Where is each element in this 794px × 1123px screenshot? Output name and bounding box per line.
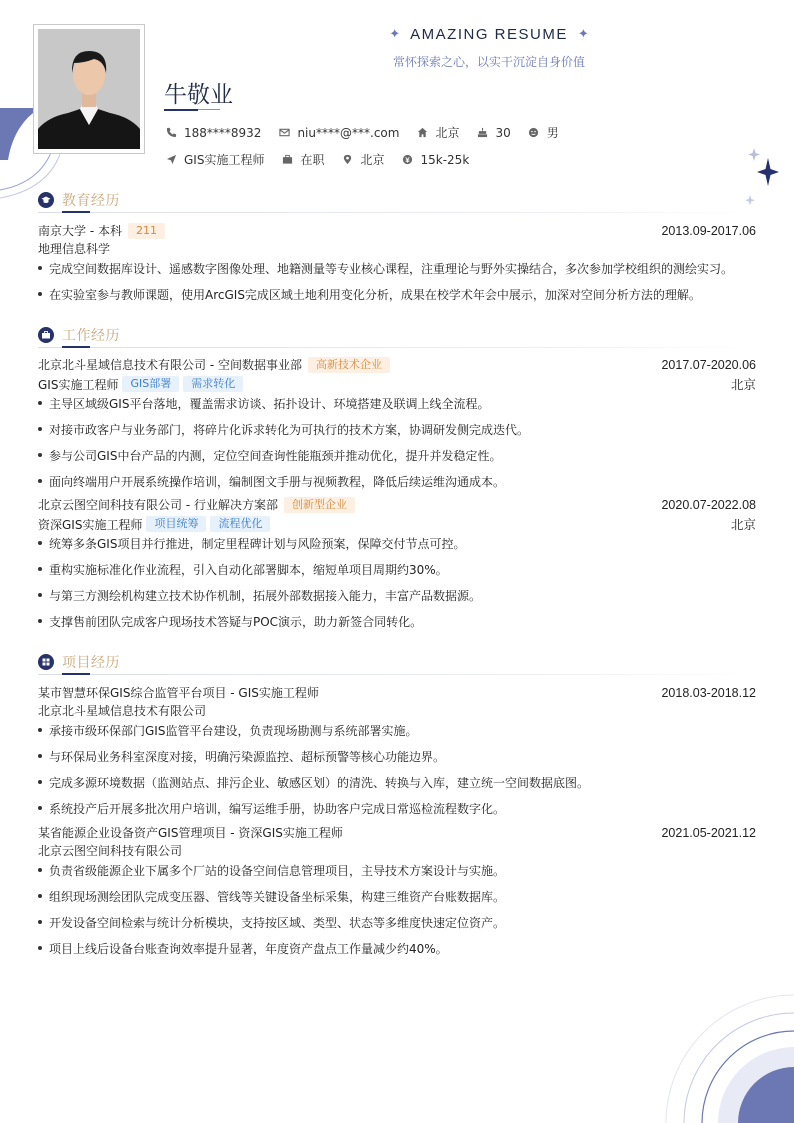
role-tag: 需求转化 — [183, 376, 243, 392]
list-item: 统筹多条GIS项目并行推进，制定里程碑计划与风险预案，保障交付节点可控。 — [38, 535, 756, 552]
work-role: 资深GIS实施工程师 — [38, 517, 143, 532]
decorative-circles-bottom-right — [654, 993, 794, 1123]
role-tag: 流程优化 — [210, 516, 270, 532]
status-value: 在职 — [300, 153, 325, 167]
age-value: 30 — [495, 125, 511, 140]
city-value: 北京 — [360, 153, 385, 167]
section-title-education: 教育经历 — [62, 193, 120, 209]
section-divider — [38, 347, 756, 348]
portrait-photo-icon — [38, 29, 140, 149]
gender-value: 男 — [546, 126, 559, 140]
list-item: 开发设备空间检索与统计分析模块，支持按区域、类型、状态等多维度快速定位资产。 — [38, 914, 756, 931]
job-intent-row — [164, 151, 485, 168]
work-role: GIS实施工程师 — [38, 377, 119, 392]
project-date: 2021.05-2021.12 — [661, 825, 756, 840]
location-pin-icon — [340, 153, 354, 167]
section-divider — [38, 674, 756, 675]
section-title-projects: 项目经历 — [62, 655, 120, 671]
work-date: 2017.07-2020.06 — [661, 357, 756, 372]
section-divider-accent — [62, 673, 90, 675]
email-value: niu****@***.com — [297, 125, 400, 140]
city-item — [340, 151, 384, 168]
profile-photo — [33, 24, 145, 154]
section-divider — [38, 212, 756, 213]
education-date: 2013.09-2017.06 — [661, 223, 756, 238]
graduation-cap-icon — [38, 192, 54, 208]
candidate-name: 牛敬业 — [164, 82, 233, 108]
status-item — [280, 151, 324, 168]
education-major-row — [38, 240, 756, 257]
list-item: 承接市级环保部门GIS监管平台建设，负责现场勘测与系统部署实施。 — [38, 722, 756, 739]
list-item: 对接市政客户与业务部门，将碎片化诉求转化为可执行的技术方案，协调研发侧完成迭代。 — [38, 421, 756, 438]
company-tag: 创新型企业 — [284, 497, 355, 513]
company-tag: 高新技术企业 — [308, 357, 390, 373]
position-item — [164, 151, 264, 168]
gender-icon — [527, 126, 541, 140]
sparkle-stars-decoration — [742, 146, 782, 210]
list-item: 主导区域级GIS平台落地，覆盖需求访谈、拓扑设计、环境搭建及联调上线全流程。 — [38, 395, 756, 412]
list-item: 项目上线后设备台账查询效率提升显著，年度资产盘点工作量减少约40%。 — [38, 940, 756, 957]
role-tag: 项目统筹 — [146, 516, 206, 532]
list-item: 重构实施标准化作业流程，引入自动化部署脚本，缩短单项目周期约30%。 — [38, 561, 756, 578]
email-item — [277, 126, 399, 140]
work-location: 北京 — [730, 518, 756, 532]
phone-value: 188****8932 — [184, 125, 262, 140]
work-role-row — [38, 515, 756, 533]
project-title-row — [38, 824, 756, 841]
work-company-row — [38, 356, 756, 373]
list-item: 组织现场测绘团队完成变压器、管线等关键设备坐标采集，构建三维资产台账数据库。 — [38, 888, 756, 905]
work-date: 2020.07-2022.08 — [661, 497, 756, 512]
hometown-item — [415, 124, 459, 141]
home-icon — [415, 126, 429, 140]
list-item: 在实验室参与教师课题，使用ArcGIS完成区域土地利用变化分析，成果在校学术年会中展示，加深对空间分析方法的理解。 — [38, 286, 756, 303]
education-school: 南京大学 - 本科 — [38, 224, 122, 238]
name-underline-tail — [198, 109, 220, 110]
list-item: 完成多源环境数据（监测站点、排污企业、敏感区划）的清洗、转换与入库，建立统一空间数据底图。 — [38, 774, 756, 791]
list-item: 完成空间数据库设计、遥感数字图像处理、地籍测量等专业核心课程，注重理论与野外实操结合，多次参加学校组织的测绘实习。 — [38, 260, 756, 277]
list-item: 面向终端用户开展系统操作培训，编制图文手册与视频教程，降低后续运维沟通成本。 — [38, 473, 756, 490]
section-title-work: 工作经历 — [62, 328, 120, 344]
star-icon: ✦ — [389, 27, 401, 42]
work-company-row — [38, 496, 756, 513]
money-icon — [401, 153, 415, 167]
section-divider-accent — [62, 346, 90, 348]
work-company: 北京云图空间科技有限公司 - 行业解决方案部 — [38, 498, 278, 512]
age-item — [475, 126, 510, 140]
brand-header — [382, 26, 596, 43]
project-company: 北京北斗星域信息技术有限公司 — [38, 704, 207, 718]
project-company: 北京云图空间科技有限公司 — [38, 844, 183, 858]
phone-icon — [164, 126, 178, 140]
project-title: 某省能源企业设备资产GIS管理项目 - 资深GIS实施工程师 — [38, 826, 343, 840]
phone-item — [164, 126, 261, 140]
section-divider-accent — [62, 211, 90, 213]
projects-section-header — [38, 652, 120, 672]
salary-value: 15k-25k — [420, 152, 470, 167]
briefcase-icon — [38, 327, 54, 343]
list-item: 与环保局业务科室深度对接，明确污染源监控、超标预警等核心功能边界。 — [38, 748, 756, 765]
position-value: GIS实施工程师 — [184, 153, 265, 167]
project-title: 某市智慧环保GIS综合监管平台项目 - GIS实施工程师 — [38, 686, 319, 700]
education-major: 地理信息科学 — [38, 242, 111, 256]
role-tag: GIS部署 — [122, 376, 179, 392]
salary-item — [401, 153, 470, 167]
work-role-row — [38, 375, 756, 393]
education-section-header — [38, 190, 120, 210]
project-company-row — [38, 702, 756, 719]
list-item: 参与公司GIS中台产品的内测，定位空间查询性能瓶颈并推动优化，提升并发稳定性。 — [38, 447, 756, 464]
project-date: 2018.03-2018.12 — [661, 685, 756, 700]
grid-icon — [38, 654, 54, 670]
contact-info-row — [164, 124, 575, 141]
project-company-row — [38, 842, 756, 859]
gender-item — [527, 124, 559, 141]
project-title-row — [38, 684, 756, 701]
cake-icon — [475, 126, 489, 140]
work-location: 北京 — [730, 378, 756, 392]
list-item: 支撑售前团队完成客户现场技术答疑与POC演示，助力新签合同转化。 — [38, 613, 756, 630]
briefcase-icon — [280, 153, 294, 167]
hometown-value: 北京 — [435, 126, 460, 140]
brand-title: AMAZING RESUME — [410, 26, 568, 43]
education-row — [38, 222, 756, 239]
star-icon: ✦ — [577, 27, 589, 42]
name-underline — [164, 109, 198, 111]
mail-icon — [277, 126, 291, 140]
list-item: 与第三方测绘机构建立技术协作机制，拓展外部数据接入能力，丰富产品数据源。 — [38, 587, 756, 604]
work-section-header — [38, 325, 120, 345]
list-item: 负责省级能源企业下属多个厂站的设备空间信息管理项目，主导技术方案设计与实施。 — [38, 862, 756, 879]
motto-subtitle: 常怀探索之心，以实干沉淀自身价值 — [392, 55, 585, 69]
list-item: 系统投产后开展多批次用户培训，编写运维手册，协助客户完成日常巡检流程数字化。 — [38, 800, 756, 817]
education-tag: 211 — [128, 223, 165, 239]
send-icon — [164, 153, 178, 167]
work-company: 北京北斗星域信息技术有限公司 - 空间数据事业部 — [38, 358, 302, 372]
